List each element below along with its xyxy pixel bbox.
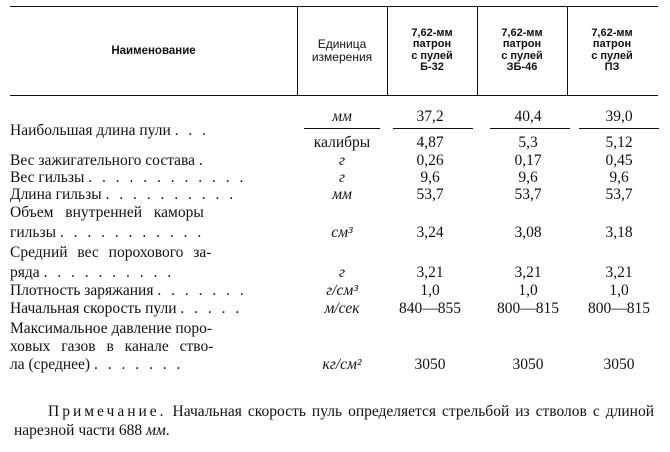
- unit-cell: кг/см²: [322, 356, 362, 373]
- value-cell: 3050: [414, 356, 446, 373]
- value-cell: 9,6: [420, 169, 440, 186]
- header-col-zb46: 7,62-мм патрон с пулей ЗБ-46: [501, 26, 543, 73]
- fraction-rule: [393, 128, 473, 129]
- unit-cell: мм: [332, 108, 352, 125]
- value-cell: 39,0: [605, 108, 633, 125]
- row-label: Вес гильзы . . . . . . . . . . . .: [10, 169, 247, 186]
- value-cell: 1,0: [420, 282, 440, 299]
- value-cell: 9,6: [518, 169, 538, 186]
- value-cell: 0,45: [605, 152, 633, 169]
- row-label: Вес зажигательного состава .: [10, 152, 206, 169]
- value-cell: 3050: [512, 356, 544, 373]
- fraction-rule: [490, 128, 570, 129]
- value-cell: 5,12: [605, 134, 633, 151]
- value-cell: 37,2: [416, 108, 444, 125]
- value-cell: 0,17: [514, 152, 542, 169]
- value-cell: 40,4: [514, 108, 542, 125]
- unit-cell: см³: [331, 224, 353, 241]
- row-label: Начальная скорость пули . . . . .: [10, 300, 243, 317]
- row-label: Длина гильзы . . . . . . . . . .: [10, 186, 237, 203]
- unit-cell: м/сек: [324, 300, 360, 317]
- row-label: Средний вес порохового за-: [10, 244, 212, 261]
- unit-cell: калибры: [313, 134, 371, 151]
- value-cell: 800—815: [497, 300, 559, 317]
- value-cell: 840—855: [399, 300, 461, 317]
- header-col-b32: 7,62-мм патрон с пулей Б-32: [411, 26, 453, 73]
- value-cell: 1,0: [518, 282, 538, 299]
- unit-cell: г: [338, 152, 346, 169]
- value-cell: 53,7: [605, 186, 633, 203]
- fraction-rule: [579, 128, 659, 129]
- unit-cell: г: [338, 169, 346, 186]
- row-label: Максимальное давление поро-: [10, 320, 213, 337]
- value-cell: 3,08: [514, 224, 542, 241]
- value-cell: 5,3: [518, 134, 538, 151]
- header-col-pz: 7,62-мм патрон с пулей ПЗ: [591, 26, 633, 73]
- unit-cell: г: [338, 264, 346, 281]
- value-cell: 9,6: [609, 169, 629, 186]
- row-label: ряда . . . . . . . . . .: [10, 264, 175, 281]
- value-cell: 3,21: [514, 264, 542, 281]
- row-label: гильзы . . . . . . . . . . .: [10, 224, 205, 241]
- note-end: .: [165, 422, 170, 439]
- value-cell: 53,7: [514, 186, 542, 203]
- value-cell: 800—815: [588, 300, 650, 317]
- row-label: Наибольшая длина пули . . .: [10, 122, 210, 139]
- row-label: ла (среднее) . . . . . . .: [10, 356, 184, 373]
- header-unit: Единица измерения: [311, 36, 373, 64]
- value-cell: 1,0: [609, 282, 629, 299]
- unit-cell: г/см³: [326, 282, 358, 299]
- footnote: [14, 402, 654, 440]
- value-cell: 3050: [603, 356, 635, 373]
- value-cell: 53,7: [416, 186, 444, 203]
- header-name: Наименование: [111, 44, 196, 57]
- note-lead: Примечание.: [48, 403, 167, 420]
- value-cell: 3,24: [416, 224, 444, 241]
- value-cell: 3,21: [605, 264, 633, 281]
- value-cell: 3,21: [416, 264, 444, 281]
- row-label: ховых газов в канале ство-: [10, 338, 214, 355]
- fraction-rule: [304, 128, 380, 129]
- note-unit: мм: [145, 422, 166, 439]
- unit-cell: мм: [332, 186, 352, 203]
- value-cell: 0,26: [416, 152, 444, 169]
- row-label: Объем внутренней каморы: [10, 204, 204, 221]
- value-cell: 4,87: [416, 134, 444, 151]
- note-text: Начальная скорость пуль определяется стрельбой из стволов с длиной нарезной части 688: [14, 403, 654, 439]
- value-cell: 3,18: [605, 224, 633, 241]
- row-label: Плотность заряжания . . . . . . .: [10, 282, 247, 299]
- header-bottom-rule: [10, 95, 658, 96]
